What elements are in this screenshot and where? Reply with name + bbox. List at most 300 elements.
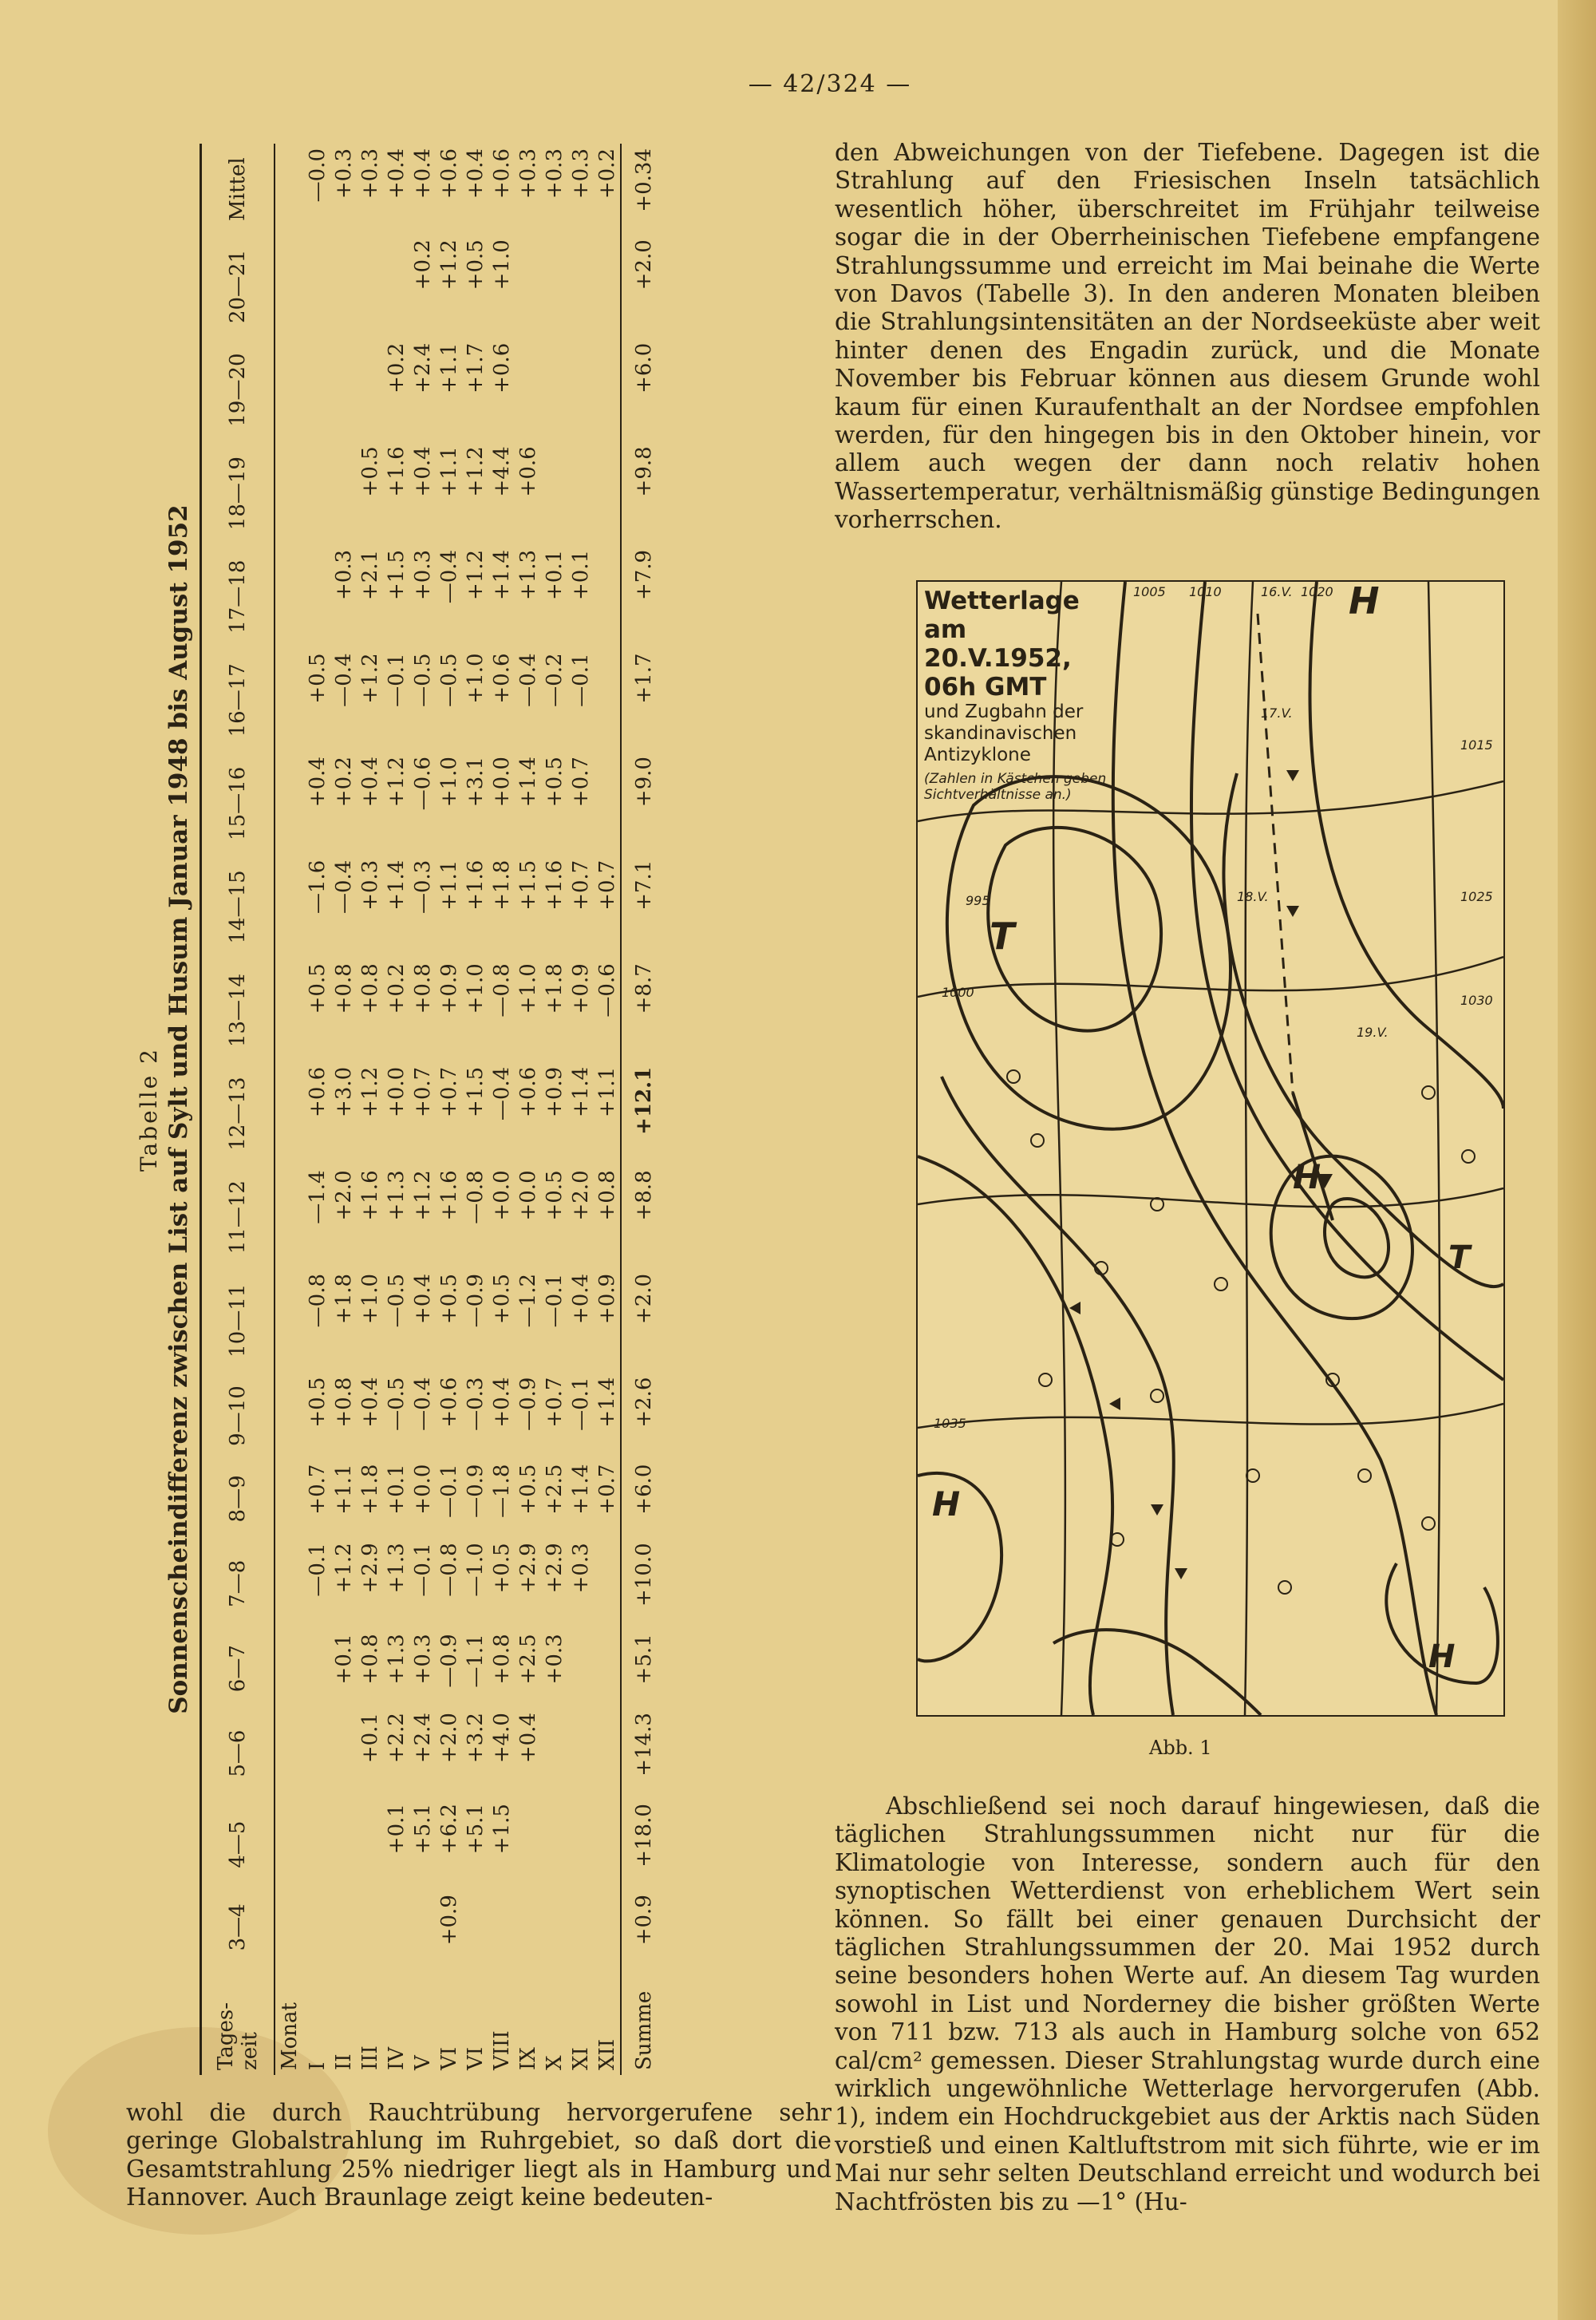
svg-text:H: H	[1293, 1157, 1321, 1196]
value-cell	[304, 545, 330, 649]
value-cell: +0.6	[305, 1066, 330, 1117]
sum-cell: +7.9	[621, 545, 666, 649]
value-cell: +0.5	[489, 1543, 514, 1594]
svg-text:T: T	[1448, 1239, 1471, 1276]
value-cell: +0.5	[305, 963, 330, 1014]
table-row	[488, 144, 515, 2075]
month-cell: II	[331, 2053, 356, 2070]
column-header: 16—17	[201, 648, 275, 752]
column-header: 13—14	[201, 958, 275, 1062]
value-cell: +1.3	[384, 1634, 409, 1685]
value-cell	[541, 235, 567, 338]
month-cell: V	[410, 2055, 435, 2070]
value-cell	[594, 1799, 621, 1890]
value-cell: —0.6	[594, 958, 621, 1062]
value-cell: +0.5	[463, 239, 488, 290]
svg-text:H: H	[1428, 1638, 1456, 1675]
value-cell: +1.4	[568, 1464, 593, 1515]
value-cell: +1.1	[437, 342, 461, 393]
isobar-label: 1025	[1460, 889, 1493, 904]
value-cell: +0.8	[489, 1634, 514, 1685]
value-cell: +0.3	[331, 549, 356, 601]
value-cell: +0.5	[305, 1377, 330, 1428]
value-cell: +0.0	[489, 757, 514, 808]
value-cell: +1.8	[489, 860, 514, 911]
paragraph: wohl die durch Rauchtrübung hervorgerufene sehr geringe Globalstrahlung im Ruhrgebiet, so daß dort die Gesamtstrahlung 25% niedriger liegt als in Hamburg und Hannover. Auch Braunlage zeigt keine bedeuten-	[126, 2099, 832, 2211]
value-cell	[304, 1890, 330, 1964]
value-cell	[383, 1890, 409, 1964]
value-cell: +0.9	[594, 1269, 621, 1373]
value-cell	[567, 441, 594, 545]
value-cell: —0.1	[305, 1543, 330, 1597]
value-cell: —0.5	[410, 653, 435, 707]
value-cell: +0.4	[358, 757, 382, 808]
value-cell	[594, 1708, 621, 1799]
column-header: 5—6	[201, 1708, 275, 1799]
month-cell: XI	[568, 2047, 593, 2070]
value-cell	[541, 1708, 567, 1799]
value-cell: —0.9	[463, 1464, 488, 1518]
value-cell: —0.3	[410, 860, 435, 914]
value-cell	[488, 1890, 515, 1964]
value-cell: +1.1	[331, 1464, 356, 1515]
value-cell: +0.8	[331, 963, 356, 1014]
value-cell: —0.1	[437, 1464, 461, 1518]
value-cell: +0.5	[516, 1464, 540, 1515]
value-cell: +0.8	[594, 1165, 621, 1269]
value-cell: +1.6	[463, 860, 488, 911]
value-cell: +0.9	[542, 1066, 567, 1117]
value-cell: +0.0	[516, 1170, 540, 1221]
value-cell: +1.1	[594, 1062, 621, 1166]
value-cell: +2.0	[437, 1713, 461, 1764]
value-cell: +0.7	[568, 860, 593, 911]
value-cell: +1.2	[410, 1170, 435, 1221]
value-cell: —0.8	[437, 1543, 461, 1597]
value-cell: +1.6	[384, 446, 409, 497]
value-cell	[330, 1799, 357, 1890]
value-cell: +4.0	[489, 1713, 514, 1764]
value-cell: +0.3	[331, 148, 356, 200]
value-cell: +0.5	[489, 1273, 514, 1325]
column-header: Mittel	[201, 144, 275, 235]
svg-text:H: H	[932, 1484, 961, 1524]
month-cell: VIII	[489, 2030, 514, 2070]
page-number: — 42/324 —	[748, 70, 912, 98]
value-cell: +0.0	[410, 1464, 435, 1515]
column-header: 3—4	[201, 1890, 275, 1964]
value-cell: —0.2	[542, 653, 567, 707]
value-cell	[541, 1799, 567, 1890]
value-cell	[567, 338, 594, 442]
value-cell: —0.5	[384, 1377, 409, 1431]
value-cell: +0.6	[489, 342, 514, 393]
value-cell	[304, 1629, 330, 1708]
value-cell: +1.4	[568, 1066, 593, 1117]
value-cell	[330, 1708, 357, 1799]
value-cell: +0.9	[437, 963, 461, 1014]
value-cell: +0.8	[331, 1377, 356, 1428]
value-cell	[594, 648, 621, 752]
month-cell: VI	[437, 2046, 461, 2070]
value-cell: +0.3	[568, 1543, 593, 1594]
value-cell: +1.5	[463, 1066, 488, 1117]
value-cell: —0.9	[463, 1273, 488, 1328]
value-cell: +1.6	[437, 1170, 461, 1221]
table-row	[383, 144, 409, 2075]
value-cell: —0.1	[410, 1543, 435, 1597]
value-cell: +0.0	[384, 1066, 409, 1117]
value-cell	[594, 235, 621, 338]
value-cell	[357, 1890, 383, 1964]
value-cell: +0.8	[410, 963, 435, 1014]
value-cell: +1.5	[516, 860, 540, 911]
month-cell: IX	[516, 2047, 540, 2070]
value-cell: +1.0	[489, 239, 514, 290]
isobar-label: 1000	[942, 985, 974, 1000]
value-cell: +0.7	[568, 757, 593, 808]
legend-title-line2: 20.V.1952, 06h GMT	[924, 644, 1072, 702]
sum-cell: +2.0	[621, 235, 666, 338]
column-header: 12—13	[201, 1062, 275, 1166]
value-cell	[330, 1890, 357, 1964]
value-cell: +2.0	[331, 1170, 356, 1221]
column-header: 6—7	[201, 1629, 275, 1708]
value-cell: +0.4	[305, 757, 330, 808]
table-row	[594, 144, 621, 2075]
value-cell: +0.7	[542, 1377, 567, 1428]
value-cell: +0.3	[410, 1634, 435, 1685]
value-cell: +0.4	[410, 148, 435, 200]
value-cell: —1.0	[463, 1543, 488, 1597]
value-cell: +2.9	[542, 1543, 567, 1594]
table-caption: Tabelle 2	[136, 1047, 162, 1172]
value-cell: +1.5	[384, 549, 409, 601]
sum-cell: +0.9	[621, 1890, 666, 1964]
value-cell	[462, 1890, 488, 1964]
value-cell: +2.0	[568, 1170, 593, 1221]
value-cell	[304, 441, 330, 545]
value-cell	[515, 1890, 541, 1964]
value-cell	[541, 441, 567, 545]
value-cell: +0.3	[542, 1634, 567, 1685]
table-row	[541, 144, 567, 2075]
value-cell: +0.1	[542, 549, 567, 601]
sum-cell: +7.1	[621, 856, 666, 959]
value-cell: +5.1	[410, 1804, 435, 1855]
value-cell: +0.6	[437, 1377, 461, 1428]
value-cell: +0.3	[410, 549, 435, 601]
value-cell: +0.1	[331, 1634, 356, 1685]
value-cell: +0.8	[358, 1634, 382, 1685]
value-cell	[594, 1538, 621, 1629]
value-cell: +3.0	[331, 1066, 356, 1117]
value-cell: —0.8	[489, 963, 514, 1018]
value-cell: +1.3	[384, 1170, 409, 1221]
value-cell: +1.2	[384, 757, 409, 808]
value-cell: +0.8	[358, 963, 382, 1014]
legend-subtitle: und Zugbahn der skandinavischen Antizyklone	[924, 702, 1084, 765]
value-cell: +1.0	[516, 963, 540, 1014]
sum-label: Summe	[621, 1965, 666, 2075]
value-cell	[594, 1629, 621, 1708]
paragraph: den Abweichungen von der Tiefebene. Dagegen ist die Strahlung auf den Friesischen Inseln tatsächlich wesentlich höher, überschreitet im Frühjahr teilweise sogar die in der Oberrheinischen Tiefebene empfangene Strahlungssumme und erreicht im Mai beinahe die Werte von Davos (Tabelle 3). In den anderen Monaten bleiben die Strahlungsintensitäten an der Nordseeküste aber weit hinter denen des Engadin zurück, und die Monate November bis Februar können aus diesem Grunde wohl kaum für einen Kuraufenthalt an der Nordsee empfohlen werden, für den hingegen bis in den Oktober hinein, vor allem auch wegen der dann noch relativ hohen Wassertemperatur, verhältnismäßig günstige Bedingungen vorherrschen.	[835, 139, 1540, 534]
sum-cell: +6.0	[621, 338, 666, 442]
value-cell: +1.4	[516, 757, 540, 808]
value-cell: —0.1	[568, 653, 593, 707]
value-cell	[357, 338, 383, 442]
value-cell: +1.1	[437, 860, 461, 911]
value-cell: +1.3	[516, 549, 540, 601]
table-row	[515, 144, 541, 2075]
value-cell: —0.4	[516, 653, 540, 707]
value-cell: —0.4	[331, 653, 356, 707]
value-cell: +0.6	[489, 653, 514, 704]
value-cell: +0.7	[594, 856, 621, 959]
value-cell: +1.2	[463, 549, 488, 601]
value-cell	[515, 235, 541, 338]
value-cell	[330, 441, 357, 545]
value-cell: +1.1	[437, 446, 461, 497]
value-cell	[594, 1890, 621, 1964]
table-row	[409, 144, 436, 2075]
track-label-17v: 17.V.	[1261, 705, 1293, 721]
value-cell: +1.8	[358, 1464, 382, 1515]
value-cell: +0.0	[489, 1170, 514, 1221]
value-cell: +1.8	[331, 1273, 356, 1325]
value-cell	[304, 235, 330, 338]
value-cell: +0.6	[489, 148, 514, 200]
track-label-18v: 18.V.	[1237, 889, 1269, 904]
isobar-label: 1005	[1133, 584, 1166, 599]
value-cell: +2.9	[358, 1543, 382, 1594]
value-cell: +0.3	[358, 860, 382, 911]
value-cell: +0.7	[594, 1460, 621, 1539]
value-cell: —0.4	[331, 860, 356, 914]
value-cell: +0.3	[568, 148, 593, 200]
value-cell: +0.6	[437, 148, 461, 200]
sum-cell: +0.34	[621, 144, 666, 235]
value-cell: +0.4	[463, 148, 488, 200]
value-cell	[330, 235, 357, 338]
value-cell: +0.4	[410, 446, 435, 497]
value-cell: +0.1	[384, 1464, 409, 1515]
table-row	[330, 144, 357, 2075]
value-cell: +1.8	[542, 963, 567, 1014]
value-cell: +0.2	[331, 757, 356, 808]
value-cell: +1.0	[463, 963, 488, 1014]
value-cell: +1.0	[437, 757, 461, 808]
value-cell	[567, 1890, 594, 1964]
value-cell: —0.9	[437, 1634, 461, 1688]
value-cell: —0.1	[384, 653, 409, 707]
sum-cell: +1.7	[621, 648, 666, 752]
sum-cell: +10.0	[621, 1538, 666, 1629]
value-cell: —0.8	[463, 1170, 488, 1224]
value-cell: —1.1	[463, 1634, 488, 1688]
month-cell: XII	[594, 1965, 621, 2075]
track-label-19v: 19.V.	[1357, 1025, 1389, 1040]
value-cell: +1.4	[384, 860, 409, 911]
column-header: 18—19	[201, 441, 275, 545]
value-cell: +2.1	[358, 549, 382, 601]
value-cell	[357, 235, 383, 338]
sum-cell: +5.1	[621, 1629, 666, 1708]
value-cell: +2.5	[516, 1634, 540, 1685]
value-cell: +0.4	[384, 148, 409, 200]
isobar-label: 1015	[1460, 737, 1493, 753]
value-cell: +0.9	[568, 963, 593, 1014]
value-cell	[409, 1890, 436, 1964]
value-cell: +0.6	[516, 1066, 540, 1117]
value-cell: —0.4	[437, 549, 461, 604]
value-cell: +0.4	[410, 1273, 435, 1325]
value-cell: +1.2	[463, 446, 488, 497]
value-cell: +0.6	[516, 446, 540, 497]
value-cell: —0.1	[568, 1377, 593, 1431]
value-cell	[304, 1799, 330, 1890]
isobar-label: 1030	[1460, 993, 1493, 1008]
value-cell	[383, 235, 409, 338]
value-cell	[567, 1799, 594, 1890]
value-cell: +4.4	[489, 446, 514, 497]
value-cell: +0.5	[437, 1273, 461, 1325]
sum-cell: +2.0	[621, 1269, 666, 1373]
value-cell: +2.5	[542, 1464, 567, 1515]
value-cell: +0.7	[437, 1066, 461, 1117]
table-row	[436, 144, 462, 2075]
sum-row	[621, 144, 666, 2075]
value-cell: —1.6	[305, 860, 330, 914]
map-legend	[924, 587, 1112, 814]
column-header: 20—21	[201, 235, 275, 338]
legend-note: (Zahlen in Kästchen geben Sichtverhältnisse an.)	[924, 771, 1107, 803]
value-cell: +0.5	[542, 1170, 567, 1221]
paragraph: Abschließend sei noch darauf hingewiesen, daß die täglichen Strahlungssummen nicht nur für die Klimatologie von Interesse, sondern auch für den synoptischen Wetterdienst von erheblichem Wert sein können. So fällt bei einer genauen Durchsicht der täglichen Strahlungssummen der 20. Mai 1952 durch seine besonders hohen Werte auf. An diesem Tag wurden sowohl in List und Norderney die bisher größten Werte von 711 bzw. 713 als auch in Hamburg solche von 652 cal/cm² gemessen. Dieser Strahlungstag wurde durch eine wirklich ungewöhnliche Wetterlage hervorgerufen (Abb. 1), indem ein Hochdruckgebiet aus der Arktis nach Süden vorstieß und einen Kaltluftstrom mit sich führte, wie er im Mai nur sehr selten Deutschland erreicht und wodurch bei Nachtfrösten bis zu —1° (Hu-	[835, 1792, 1540, 2215]
table-row	[462, 144, 488, 2075]
sum-cell: +2.6	[621, 1373, 666, 1460]
isobar-label: 1010	[1189, 584, 1222, 599]
month-cell: VI	[463, 2046, 488, 2070]
sunshine-table	[200, 144, 666, 2075]
value-cell: +1.0	[463, 653, 488, 704]
value-cell: —0.5	[437, 653, 461, 707]
value-cell: +1.5	[489, 1804, 514, 1855]
value-cell: +0.2	[384, 342, 409, 393]
value-cell	[515, 338, 541, 442]
value-cell: +1.3	[384, 1543, 409, 1594]
value-cell: +5.1	[463, 1804, 488, 1855]
value-cell: +0.3	[358, 148, 382, 200]
value-cell: +1.4	[489, 549, 514, 601]
value-cell: +1.0	[358, 1273, 382, 1325]
isobar-label: 1035	[934, 1416, 966, 1431]
value-cell: +0.9	[437, 1895, 461, 1946]
value-cell	[304, 1708, 330, 1799]
sum-cell: +14.3	[621, 1708, 666, 1799]
column-header: 11—12	[201, 1165, 275, 1269]
table-row	[357, 144, 383, 2075]
value-cell: +0.5	[305, 653, 330, 704]
value-cell: +1.2	[331, 1543, 356, 1594]
value-cell: —0.4	[410, 1377, 435, 1431]
value-cell	[567, 1708, 594, 1799]
month-header-row	[275, 144, 304, 2075]
value-cell	[567, 1629, 594, 1708]
value-cell: +0.4	[489, 1377, 514, 1428]
month-cell: X	[542, 2055, 567, 2070]
sum-cell: +9.8	[621, 441, 666, 545]
column-header: 9—10	[201, 1373, 275, 1460]
value-cell	[330, 338, 357, 442]
value-cell: +6.2	[437, 1804, 461, 1855]
value-cell: +0.4	[568, 1273, 593, 1325]
left-column-bottom-text	[126, 2099, 832, 2212]
rotated-table-block	[136, 144, 750, 2075]
value-cell: +0.2	[594, 144, 621, 235]
column-header: 7—8	[201, 1538, 275, 1629]
value-cell: +0.4	[516, 1713, 540, 1764]
value-cell	[541, 338, 567, 442]
value-cell: —1.8	[489, 1464, 514, 1518]
value-cell	[357, 1799, 383, 1890]
column-header: 14—15	[201, 856, 275, 959]
value-cell: +1.2	[437, 239, 461, 290]
value-cell: +3.1	[463, 757, 488, 808]
value-cell: +2.2	[384, 1713, 409, 1764]
value-cell: +0.4	[358, 1377, 382, 1428]
isobar-label: 995	[966, 893, 990, 908]
value-cell	[594, 545, 621, 649]
value-cell: +0.3	[516, 148, 540, 200]
value-cell: +0.1	[384, 1804, 409, 1855]
value-cell: —0.5	[384, 1273, 409, 1328]
value-cell: —0.6	[410, 757, 435, 811]
value-cell: —1.4	[305, 1170, 330, 1224]
value-cell: —0.4	[489, 1066, 514, 1121]
month-cell: I	[305, 2061, 330, 2070]
value-cell	[515, 1799, 541, 1890]
table-row	[304, 144, 330, 2075]
value-cell: +0.5	[542, 757, 567, 808]
value-cell: +2.4	[410, 342, 435, 393]
value-cell: —0.8	[305, 1273, 330, 1328]
value-cell: +0.1	[568, 549, 593, 601]
legend-title-line1: Wetterlage am	[924, 587, 1080, 644]
sum-cell: +8.8	[621, 1165, 666, 1269]
value-cell: +1.7	[463, 342, 488, 393]
value-cell: —0.0	[305, 148, 330, 203]
value-cell: +0.2	[384, 963, 409, 1014]
sum-cell: +9.0	[621, 752, 666, 856]
column-header: 17—18	[201, 545, 275, 649]
value-cell: +0.2	[410, 239, 435, 290]
sum-cell: +8.7	[621, 958, 666, 1062]
value-cell: +0.5	[358, 446, 382, 497]
value-cell: +0.1	[358, 1713, 382, 1764]
value-cell: +1.4	[594, 1373, 621, 1460]
value-cell: —0.1	[542, 1273, 567, 1328]
month-cell: III	[358, 2045, 382, 2070]
value-cell: +2.9	[516, 1543, 540, 1594]
value-cell	[304, 338, 330, 442]
header-tageszeit: Tages- zeit	[201, 1965, 275, 2075]
value-cell: +2.4	[410, 1713, 435, 1764]
track-label-16v: 16.V.	[1261, 584, 1293, 599]
value-cell: —1.2	[516, 1273, 540, 1328]
value-cell	[567, 235, 594, 338]
column-header: 10—11	[201, 1269, 275, 1373]
